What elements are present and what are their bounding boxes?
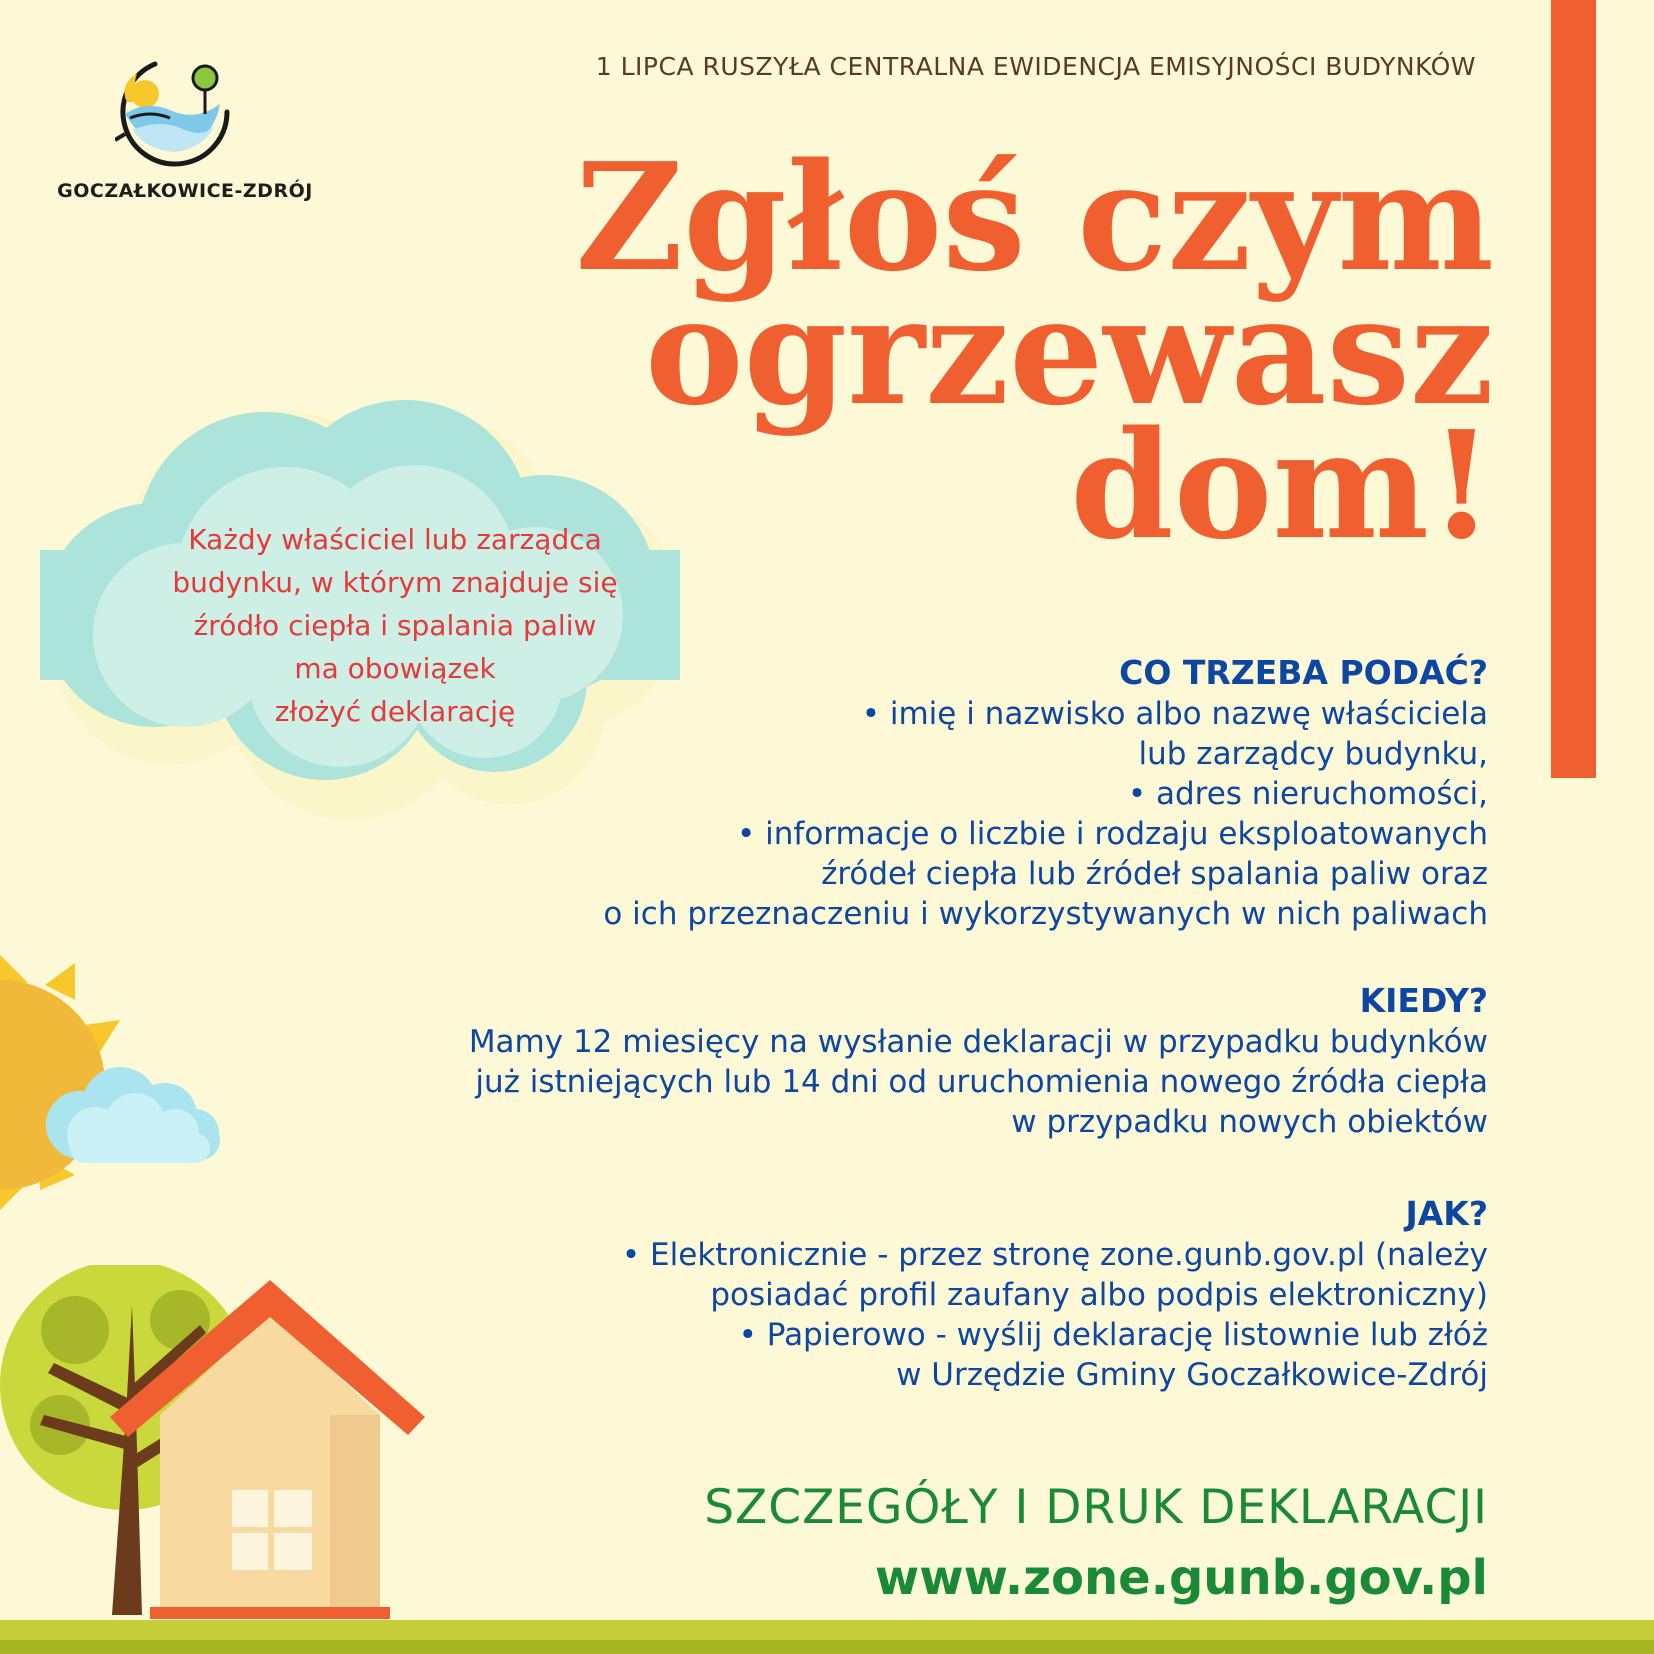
section-line: już istniejących lub 14 dni od uruchomienia nowego źródła ciepła: [475, 1064, 1488, 1100]
section-how: [622, 1193, 1488, 1395]
section-line: w przypadku nowych obiektów: [1011, 1104, 1488, 1140]
footer-label: SZCZEGÓŁY I DRUK DEKLARACJI: [704, 1480, 1488, 1535]
section-line: • informacje o liczbie i rodzaju eksploatowanych: [737, 816, 1488, 852]
house-and-tree-icon: [0, 1265, 440, 1625]
title-line: Zgłoś czym: [575, 130, 1494, 304]
section-line: o ich przeznaczeniu i wykorzystywanych w nich paliwach: [603, 896, 1488, 932]
top-headline: 1 LIPCA RUSZYŁA CENTRALNA EWIDENCJA EMISYJNOŚCI BUDYNKÓW: [595, 52, 1476, 81]
section-heading: KIEDY?: [1359, 981, 1488, 1020]
section-when: [469, 980, 1488, 1142]
cloud-callout-line: źródło ciepła i spalania paliw: [193, 609, 597, 642]
ground-stripe-dark: [0, 1640, 1654, 1654]
logo-name: GOCZAŁKOWICE-ZDRÓJ: [57, 180, 313, 202]
accent-bar: [1551, 0, 1596, 778]
section-line: w Urzędzie Gminy Goczałkowice-Zdrój: [896, 1357, 1488, 1393]
title-line: ogrzewasz: [644, 264, 1494, 438]
section-line: posiadać profil zaufany albo podpis elektroniczny): [710, 1277, 1488, 1313]
cloud-callout-line: ma obowiązek: [294, 652, 496, 685]
section-line: Mamy 12 miesięcy na wysłanie deklaracji w przypadku budynków: [468, 1024, 1488, 1060]
section-line: • adres nieruchomości,: [1127, 776, 1488, 812]
section-line: • Elektronicznie - przez stronę zone.gunb.gov.pl (należy: [621, 1237, 1488, 1273]
section-what: [603, 652, 1488, 934]
section-heading: CO TRZEBA PODAĆ?: [1119, 653, 1488, 692]
section-heading: JAK?: [1405, 1194, 1488, 1233]
sun-icon: [0, 955, 240, 1215]
section-line: • imię i nazwisko albo nazwę właściciela: [861, 696, 1488, 732]
title-line: dom!: [1070, 398, 1494, 572]
footer-url-link[interactable]: www.zone.gunb.gov.pl: [874, 1550, 1488, 1606]
section-line: • Papierowo - wyślij deklarację listownie lub złóż: [738, 1317, 1488, 1353]
cloud-callout-line: Każdy właściciel lub zarządca: [188, 523, 602, 556]
cloud-callout-line: budynku, w którym znajduje się: [172, 566, 618, 599]
section-line: lub zarządcy budynku,: [1138, 736, 1488, 772]
cloud-callout: [110, 518, 680, 733]
municipality-logo-icon: [115, 52, 245, 167]
cloud-callout-line: złożyć deklarację: [274, 695, 516, 728]
section-line: źródeł ciepła lub źródeł spalania paliw oraz: [821, 856, 1488, 892]
